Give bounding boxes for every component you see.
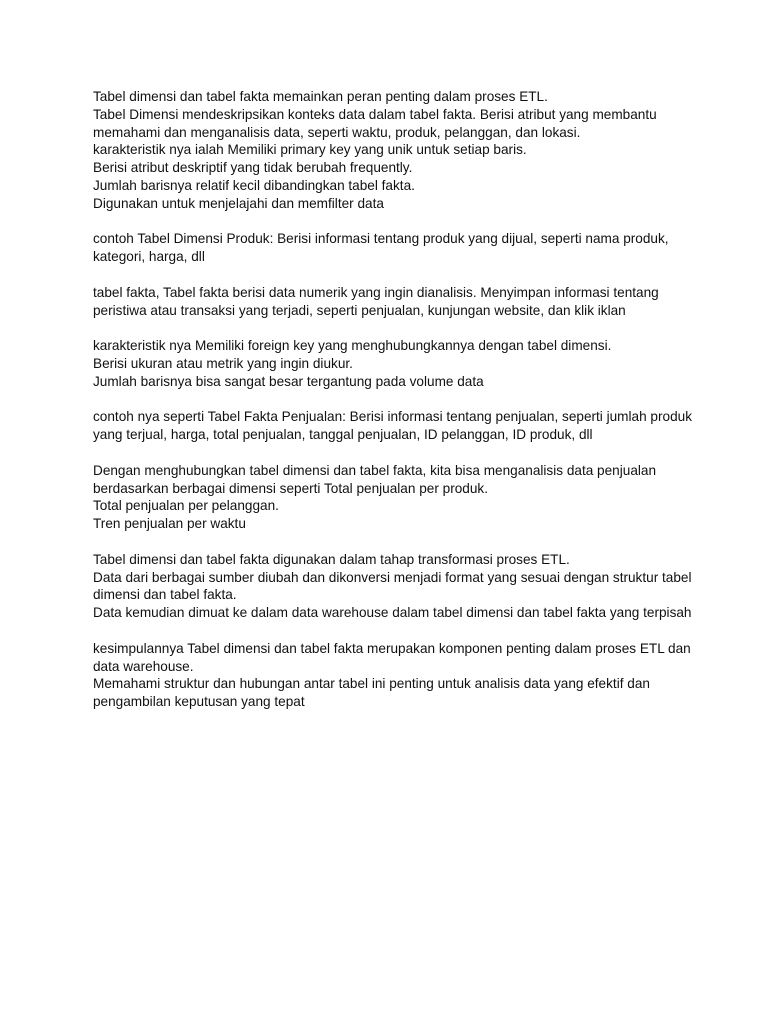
paragraph-contoh-fakta: [93, 408, 696, 444]
text-line: Digunakan untuk menjelajahi dan memfilter data: [93, 195, 384, 211]
text-line: Berisi ukuran atau metrik yang ingin diukur.: [93, 355, 353, 371]
paragraph-hubungan: [93, 462, 693, 533]
text-line: contoh Tabel Dimensi Produk: Berisi informasi tentang produk yang dijual, seperti nama produk, kategori, harga, dll: [93, 231, 673, 265]
paragraph-tabel-fakta: [93, 284, 693, 320]
document-page: [93, 88, 696, 729]
paragraph-kesimpulan: [93, 640, 693, 711]
text-line: contoh nya seperti Tabel Fakta Penjualan: Berisi informasi tentang penjualan, seperti jumlah produk yang terjual, harga, total penjualan, tanggal penjualan, ID pelanggan, ID produk, dll: [93, 409, 696, 443]
paragraph-karakteristik-fakta: [93, 337, 693, 390]
paragraph-intro-dimensi: [93, 88, 693, 213]
text-line: karakteristik nya Memiliki foreign key yang menghubungkannya dengan tabel dimensi.: [93, 338, 612, 354]
text-line: Memahami struktur dan hubungan antar tabel ini penting untuk analisis data yang efektif dan pengambilan keputusan yang tepat: [93, 676, 654, 710]
text-line: Tabel dimensi dan tabel fakta memainkan peran penting dalam proses ETL.: [93, 89, 548, 104]
text-line: Tabel dimensi dan tabel fakta digunakan dalam tahap transformasi proses ETL.: [93, 551, 570, 567]
text-line: Tren penjualan per waktu: [93, 516, 246, 532]
text-line: Berisi atribut deskriptif yang tidak berubah frequently.: [93, 160, 413, 176]
text-line: karakteristik nya ialah Memiliki primary key yang unik untuk setiap baris.: [93, 142, 527, 158]
text-line: Tabel Dimensi mendeskripsikan konteks data dalam tabel fakta. Berisi atribut yang membantu memahami dan menganalisis data, seperti waktu, produk, pelanggan, dan lokasi.: [93, 106, 661, 140]
text-line: Jumlah barisnya relatif kecil dibandingkan tabel fakta.: [93, 177, 415, 193]
text-line: kesimpulannya Tabel dimensi dan tabel fakta merupakan komponen penting dalam proses ETL dan data warehouse.: [93, 640, 695, 674]
paragraph-contoh-dimensi: [93, 230, 693, 266]
text-line: Total penjualan per pelanggan.: [93, 498, 279, 514]
text-line: Jumlah barisnya bisa sangat besar tergantung pada volume data: [93, 373, 484, 389]
text-line: tabel fakta, Tabel fakta berisi data numerik yang ingin dianalisis. Menyimpan informasi tentang peristiwa atau transaksi yang terjadi, seperti penjualan, kunjungan website, dan klik iklan: [93, 284, 663, 318]
text-line: Dengan menghubungkan tabel dimensi dan tabel fakta, kita bisa menganalisis data penjualan berdasarkan berbagai dimensi seperti Total penjualan per produk.: [93, 462, 660, 496]
text-line: Data kemudian dimuat ke dalam data warehouse dalam tabel dimensi dan tabel fakta yang terpisah: [93, 605, 692, 621]
paragraph-transformasi-etl: [93, 551, 696, 622]
text-line: Data dari berbagai sumber diubah dan dikonversi menjadi format yang sesuai dengan struktur tabel dimensi dan tabel fakta.: [93, 569, 696, 603]
